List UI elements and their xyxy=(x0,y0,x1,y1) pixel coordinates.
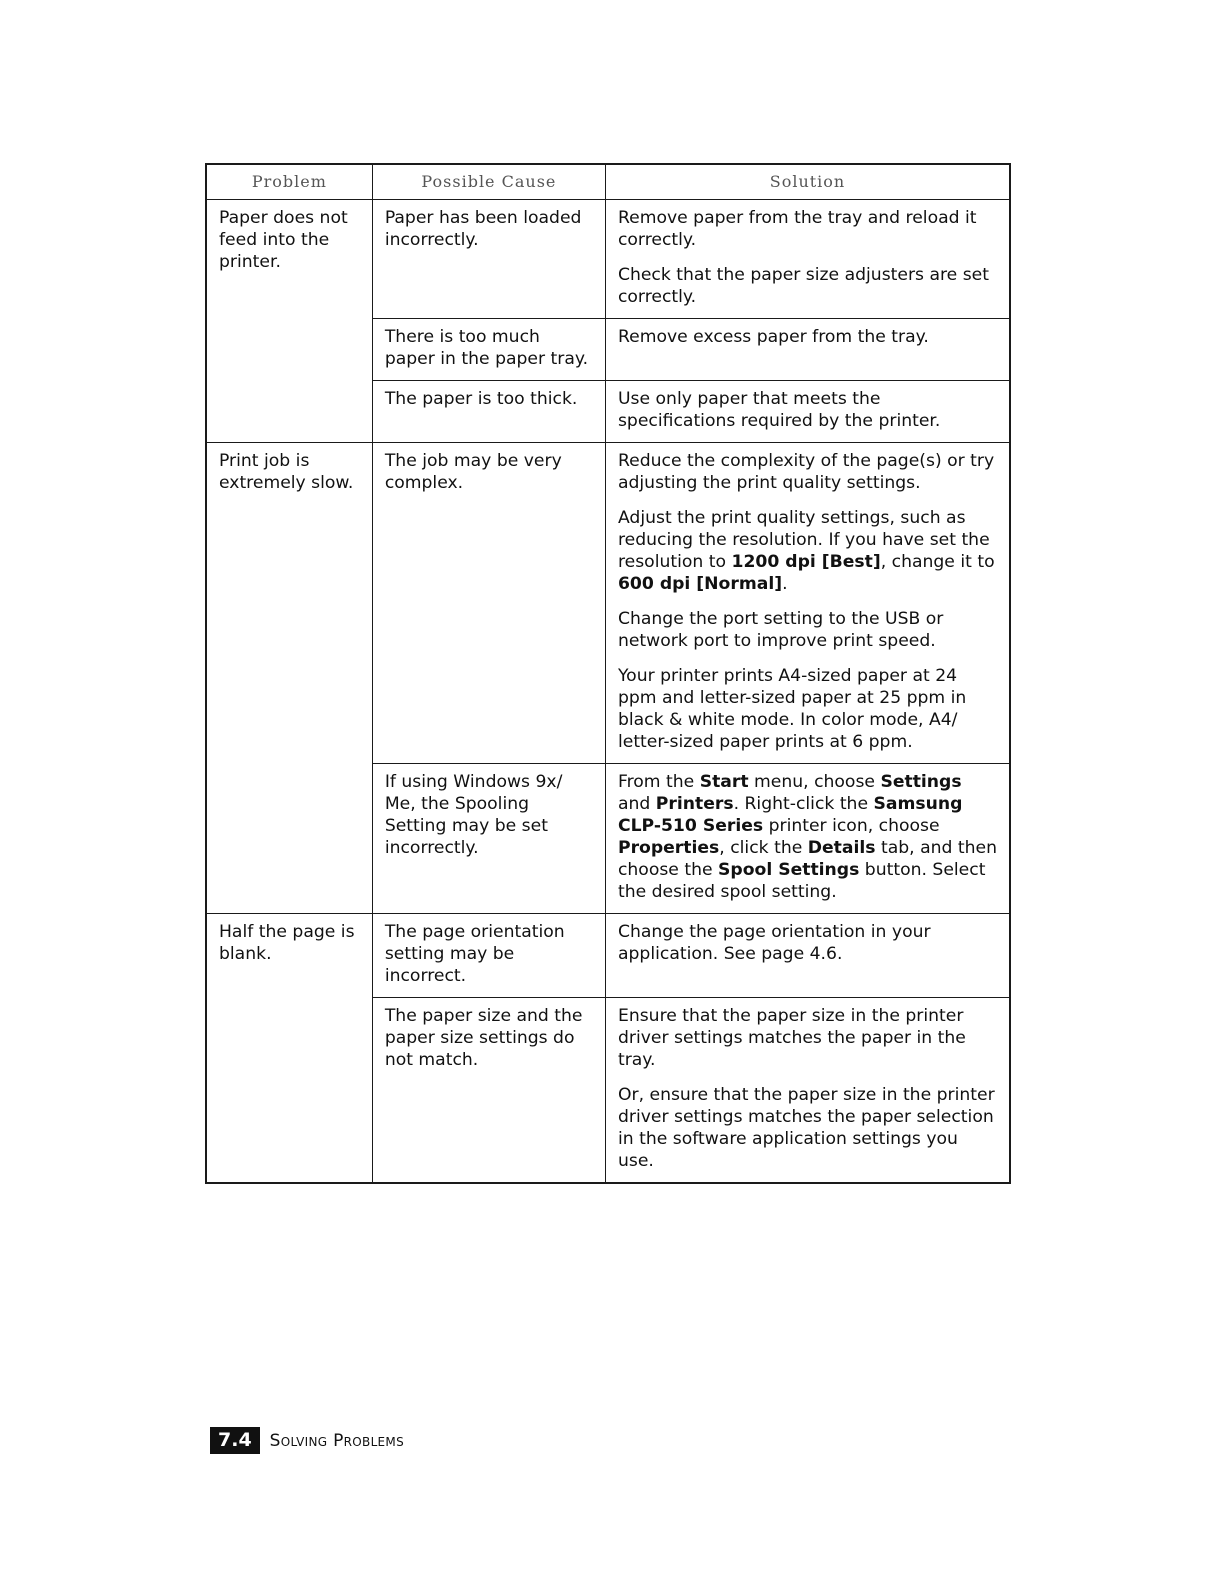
page-number: 7.4 xyxy=(210,1427,260,1454)
solution-paragraph: Or, ensure that the paper size in the printer driver settings matches the paper selection in the software application settings you use. xyxy=(617,1085,995,1171)
solution-cell xyxy=(605,443,1010,764)
problem-cell: Paper does not feed into the printer. xyxy=(206,200,372,443)
cause-cell: If using Windows 9x/ Me, the Spooling Setting may be set incorrectly. xyxy=(372,764,605,914)
solution-paragraph: Remove paper from the tray and reload it correctly. xyxy=(617,208,977,250)
solution-paragraph: Change the page orientation in your application. See page 4.6. xyxy=(617,922,931,964)
cause-cell: The job may be very complex. xyxy=(372,443,605,764)
header-solution: Solution xyxy=(605,164,1010,200)
solution-cell xyxy=(605,998,1010,1184)
solution-cell xyxy=(605,381,1010,443)
solution-cell xyxy=(605,764,1010,914)
solution-paragraph: Your printer prints A4-sized paper at 24 ppm and letter-sized paper at 25 ppm in black & white mode. In color mode, A4/ letter-sized paper prints at 6 ppm. xyxy=(617,666,967,752)
solution-paragraph: Check that the paper size adjusters are set correctly. xyxy=(617,265,989,307)
solution-cell xyxy=(605,914,1010,998)
section-title: Solving Problems xyxy=(269,1430,405,1451)
troubleshooting-table xyxy=(205,163,1011,1184)
header-possible-cause: Possible Cause xyxy=(372,164,605,200)
cause-cell: There is too much paper in the paper tray. xyxy=(372,319,605,381)
resolution-tip-paragraph: Adjust the print quality settings, such as reducing the resolution. If you have set the resolution to 1200 dpi [Best], change it to 600 dpi [Normal]. xyxy=(617,508,995,594)
solution-paragraph: Use only paper that meets the specifications required by the printer. xyxy=(617,389,941,431)
table-row xyxy=(206,200,1010,319)
table-row xyxy=(206,443,1010,764)
cause-cell: Paper has been loaded incorrectly. xyxy=(372,200,605,319)
solution-paragraph: Ensure that the paper size in the printer driver settings matches the paper in the tray. xyxy=(617,1006,966,1070)
problem-cell: Print job is extremely slow. xyxy=(206,443,372,914)
solution-paragraph: Change the port setting to the USB or network port to improve print speed. xyxy=(617,609,944,651)
table-row xyxy=(206,914,1010,998)
page-footer xyxy=(210,1427,404,1454)
solution-paragraph: Reduce the complexity of the page(s) or try adjusting the print quality settings. xyxy=(617,451,995,493)
solution-cell xyxy=(605,319,1010,381)
cause-cell: The paper is too thick. xyxy=(372,381,605,443)
solution-paragraph: Remove excess paper from the tray. xyxy=(617,327,929,347)
spool-instructions-paragraph: From the Start menu, choose Settings and Printers. Right-click the Samsung CLP-510 Series printer icon, choose Properties, click the Details tab, and then choose the Spool Settings button. Select the desired spool setting. xyxy=(617,772,997,902)
cause-cell: The page orientation setting may be incorrect. xyxy=(372,914,605,998)
header-problem: Problem xyxy=(206,164,372,200)
solution-cell xyxy=(605,200,1010,319)
problem-cell: Half the page is blank. xyxy=(206,914,372,1184)
table-header-row xyxy=(206,164,1010,200)
cause-cell: The paper size and the paper size settings do not match. xyxy=(372,998,605,1184)
